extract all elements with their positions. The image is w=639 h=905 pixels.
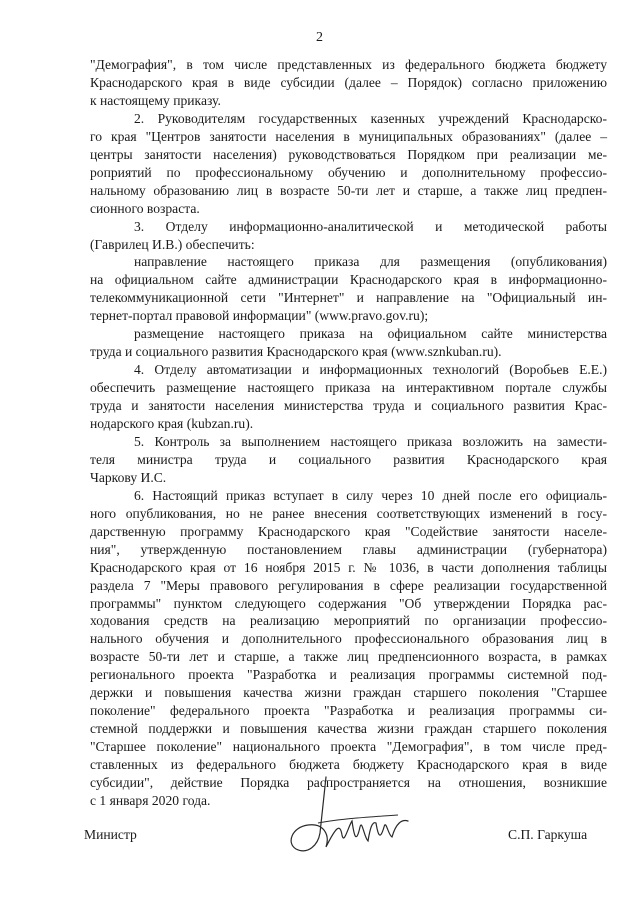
text-line: 3. Отделу информационно-аналитической и методической работы: [134, 218, 607, 234]
text-line: "Старшее поколение" национального проекта "Демография", в том числе пред-: [90, 739, 607, 755]
text-line: 2. Руководителям государственных казенных учреждений Краснодарско-: [134, 110, 607, 126]
text-line: 5. Контроль за выполнением настоящего приказа возложить на замести-: [134, 433, 607, 449]
text-line: труда и занятости населения министерства труда и социального развития Крас-: [90, 398, 607, 414]
text-line: 4. Отделу автоматизации и информационных технологий (Воробьев Е.Е.): [134, 362, 607, 378]
text-line: на официальном сайте администрации Краснодарского края в информационно-: [90, 272, 607, 288]
text-line: ставленных из федерального бюджета бюджету Краснодарского края в виде: [90, 757, 607, 773]
text-line: возрасте 50-ти лет и старше, а также лиц предпенсионного возраста, в рамках: [90, 649, 607, 665]
text-line: поколение" федерального проекта "Разработка и реализация программы си-: [90, 703, 607, 719]
text-line: обеспечить размещение настоящего приказа на интерактивном портале службы: [90, 380, 607, 396]
text-line: нальному образованию лиц в возрасте 50-ти лет и старше, а также лиц предпен-: [90, 182, 607, 198]
text-line: "Демография", в том числе представленных из федерального бюджета бюджету: [90, 57, 607, 72]
text-line: дарственную программу Краснодарского края "Содействие занятости населе-: [90, 523, 607, 539]
text-line: Чаркову И.С.: [90, 469, 167, 485]
text-line: стемной поддержки и повышения качества жизни граждан старшего поколения: [90, 721, 607, 737]
text-line: Краснодарского края от 16 ноября 2015 г. № 1036, в части дополнения таблицы: [90, 559, 607, 575]
text-line: размещение настоящего приказа на официальном сайте министерства: [134, 326, 607, 342]
text-line: сионного возраста.: [90, 200, 200, 216]
text-line: раздела 7 "Меры правового регулирования в сфере реализации государственной: [90, 577, 607, 593]
signer-name: С.П. Гаркуша: [508, 827, 588, 842]
text-line: ного опубликования, но не ранее внесения соответствующих изменений в госу-: [90, 505, 607, 521]
text-line: телекоммуникационной сети "Интернет" и направление на "Официальный ин-: [90, 290, 607, 306]
text-line: нального обучения и дополнительного профессионального образования лиц в: [90, 631, 607, 647]
text-line: роприятий по профессиональному обучению и дополнительному профессио-: [90, 164, 607, 180]
text-line: Краснодарского края в виде субсидии (далее – Порядок) согласно приложению: [90, 74, 607, 90]
text-line: центры занятости населения) руководствоваться Порядком при реализации ме-: [90, 146, 607, 162]
text-line: держки и повышения качества жизни граждан старшего поколения "Старшее: [90, 685, 607, 701]
text-line: 6. Настоящий приказ вступает в силу через 10 дней после его официаль-: [134, 487, 607, 503]
signer-title: Министр: [84, 827, 137, 842]
page-number: 2: [316, 30, 323, 45]
text-line: к настоящему приказу.: [90, 92, 221, 108]
text-line: го края "Центров занятости населения в муниципальных образованиях" (далее –: [90, 128, 607, 144]
text-line: направление настоящего приказа для размещения (опубликования): [134, 254, 607, 270]
text-line: с 1 января 2020 года.: [90, 792, 211, 808]
text-line: (Гаврилец И.В.) обеспечить:: [90, 236, 255, 252]
text-line: нодарского края (kubzan.ru).: [90, 416, 254, 431]
text-line: ния", утвержденную постановлением главы администрации (губернатора): [90, 541, 607, 557]
text-line: регионального проекта "Разработка и реализация программы системной под-: [90, 667, 607, 683]
text-line: ходования средств на реализацию мероприятий по организации профессио-: [90, 613, 607, 629]
handwritten-signature: [278, 775, 438, 875]
text-line: теля министра труда и социального развития Краснодарского края: [90, 451, 607, 467]
text-line: субсидии", действие Порядка распространяется на отношения, возникшие: [90, 775, 607, 790]
text-line: тернет-портал правовой информации" (www.pravo.gov.ru);: [90, 308, 429, 324]
text-line: труда и социального развития Краснодарского края (www.sznkuban.ru).: [90, 344, 502, 360]
text-line: программы" пунктом следующего содержания "Об утверждении Порядка рас-: [90, 595, 607, 611]
